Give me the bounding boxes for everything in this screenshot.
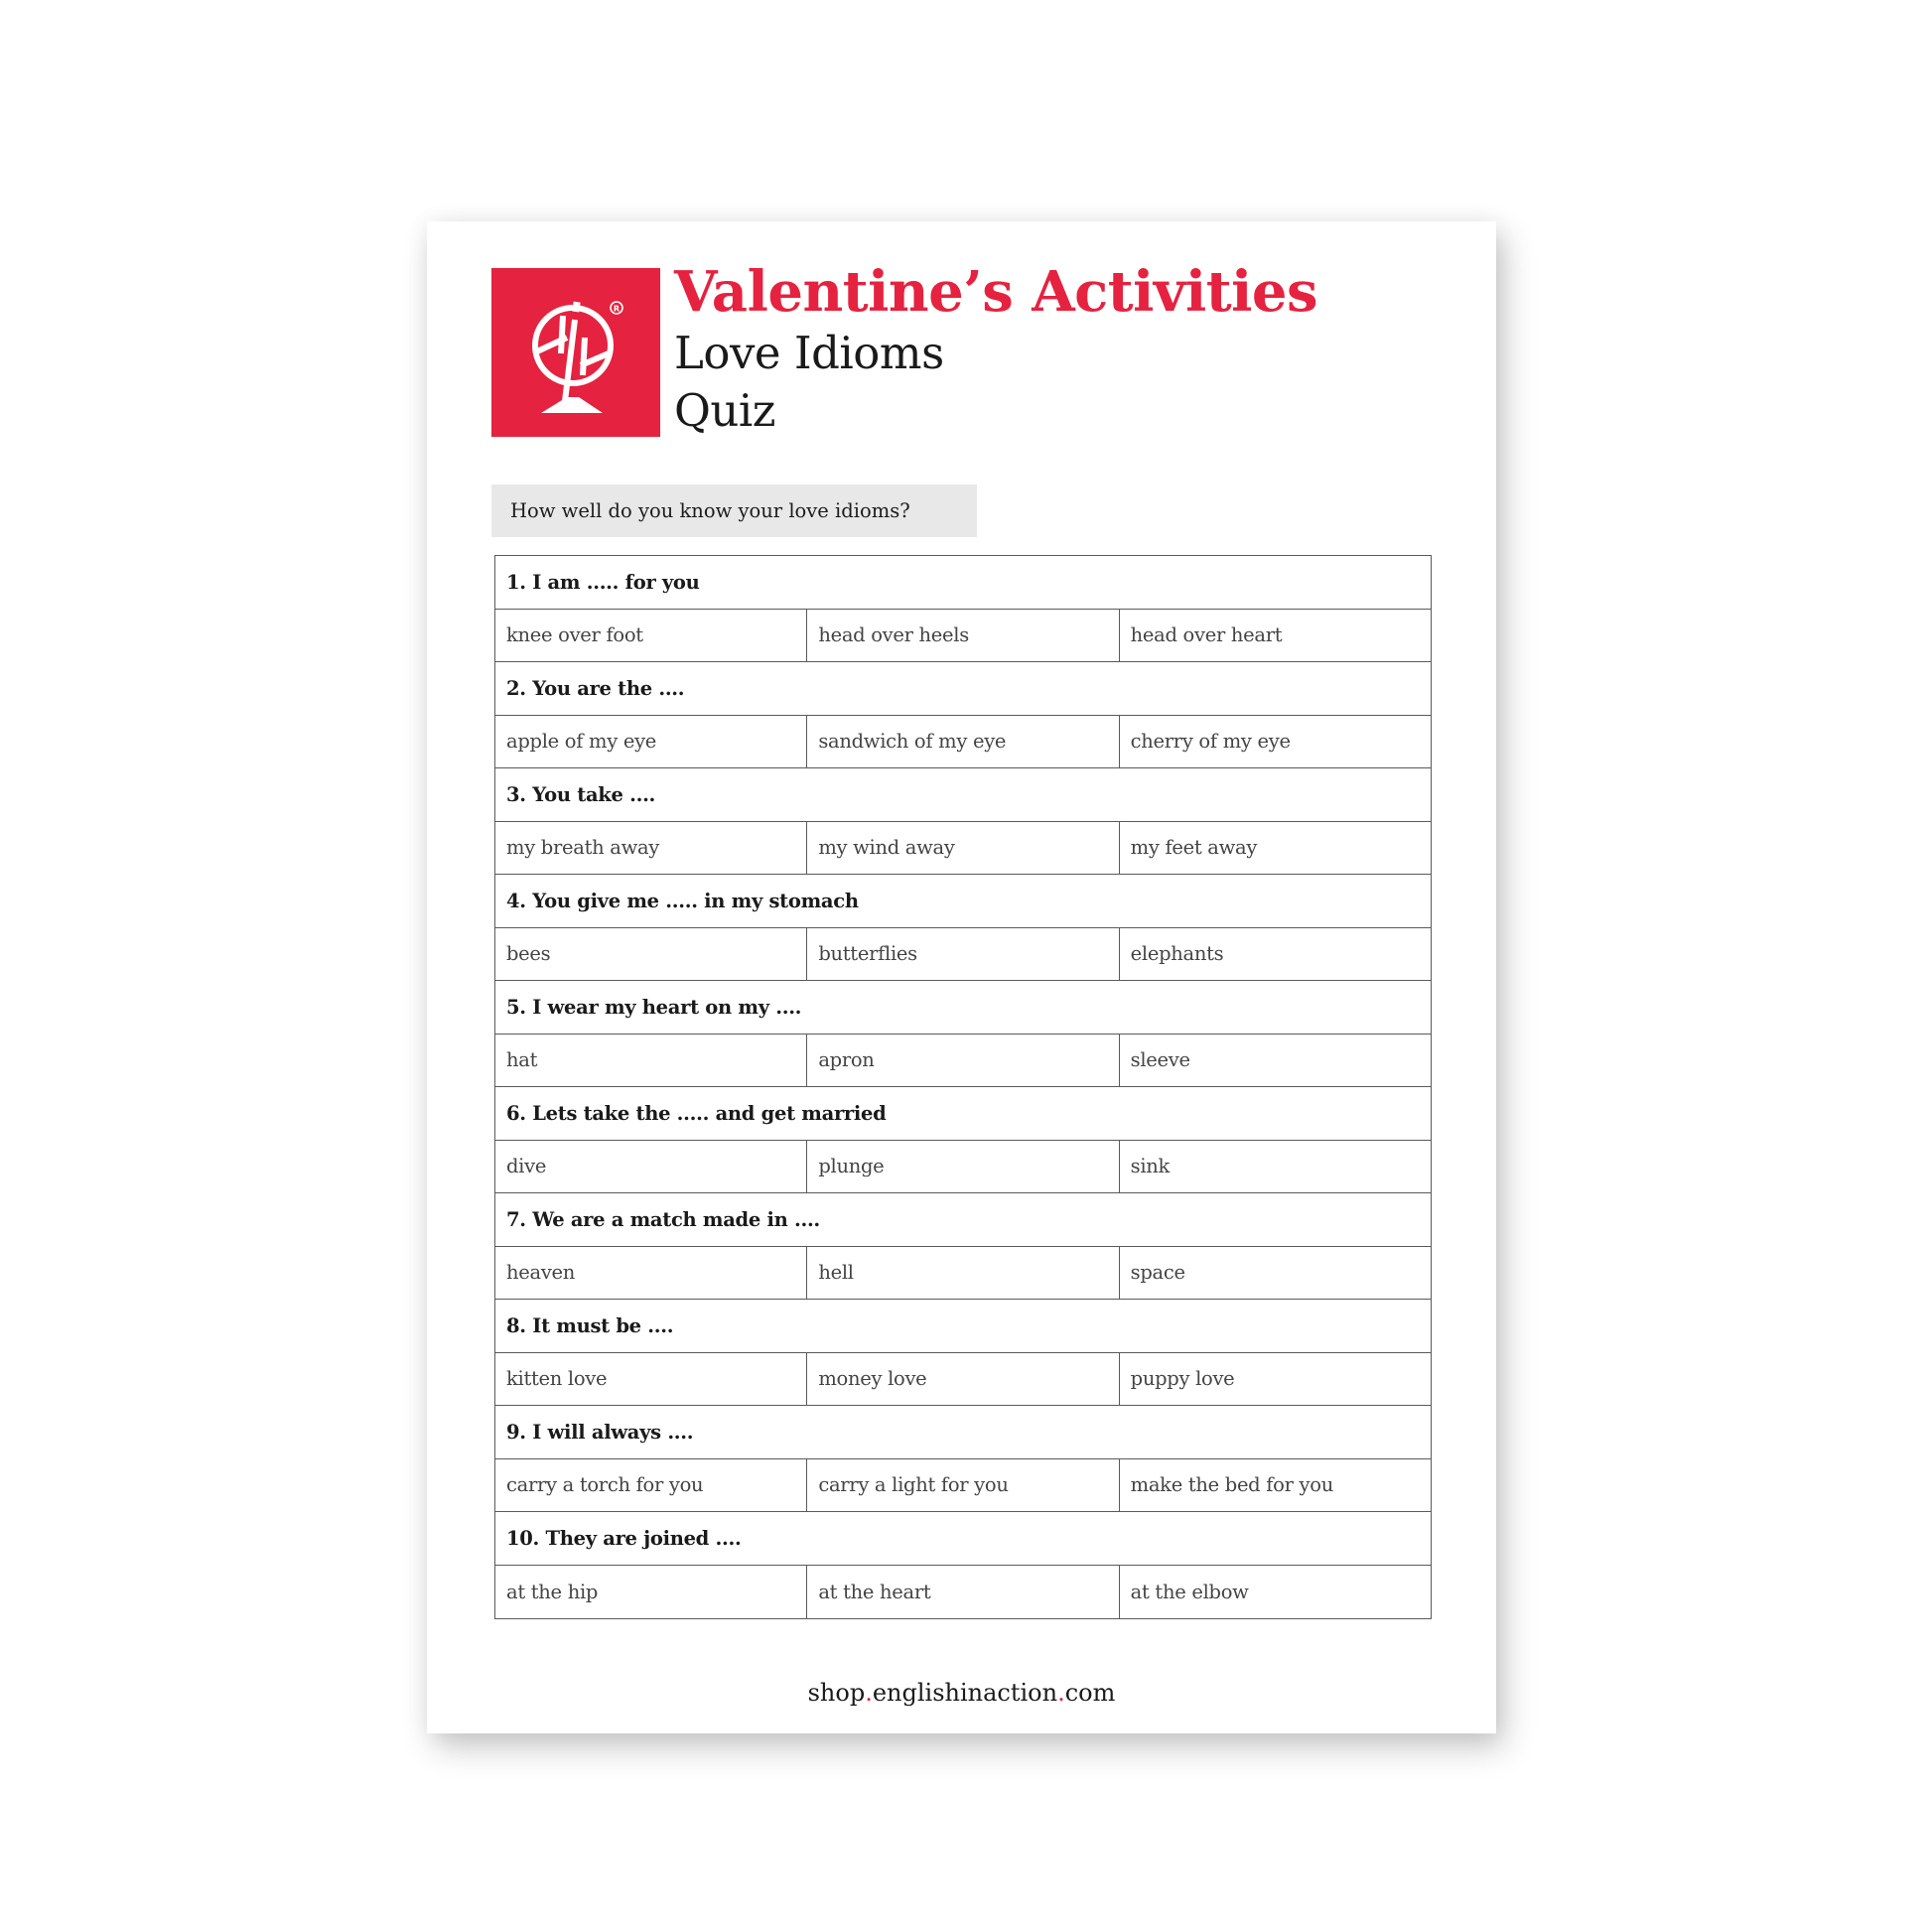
question-row — [495, 1406, 1431, 1459]
question-prompt: 5. I wear my heart on my .... — [506, 995, 802, 1019]
answer-option[interactable]: at the heart — [807, 1566, 1119, 1619]
answer-option[interactable]: apron — [807, 1035, 1119, 1087]
question-row — [495, 556, 1431, 610]
question-prompt: 1. I am ..... for you — [506, 570, 700, 594]
intro-banner — [491, 484, 977, 537]
options-row — [495, 822, 1431, 876]
page-subtitle-topic: Love Idioms — [674, 327, 944, 379]
footer-url-tld: com — [1064, 1679, 1116, 1707]
question-prompt: 2. You are the .... — [506, 676, 685, 700]
question-row — [495, 768, 1431, 822]
footer-url-dot: . — [865, 1679, 873, 1707]
footer-url-domain: englishinaction — [872, 1679, 1058, 1707]
question-prompt: 8. It must be .... — [506, 1313, 674, 1337]
options-row — [495, 1353, 1431, 1407]
question-row — [495, 662, 1431, 716]
answer-option[interactable]: at the elbow — [1130, 1580, 1249, 1603]
footer-url-subdomain: shop — [807, 1679, 866, 1707]
answer-option[interactable]: space — [1130, 1261, 1185, 1285]
answer-option[interactable]: my feet away — [1130, 836, 1258, 860]
answer-option[interactable]: hat — [495, 1035, 807, 1087]
answer-option[interactable]: plunge — [807, 1141, 1119, 1193]
question-row — [495, 1300, 1431, 1353]
question-prompt: 9. I will always .... — [506, 1420, 694, 1444]
answer-option[interactable]: carry a light for you — [807, 1459, 1119, 1512]
answer-option[interactable]: cherry of my eye — [1130, 730, 1291, 754]
question-row — [495, 1087, 1431, 1141]
options-row — [495, 1247, 1431, 1301]
answer-option[interactable]: sink — [1130, 1155, 1171, 1178]
page-title: Valentine’s Activities — [674, 259, 1318, 325]
worksheet-page — [427, 221, 1496, 1733]
intro-text: How well do you know your love idioms? — [510, 499, 910, 522]
answer-option[interactable]: puppy love — [1130, 1367, 1235, 1391]
answer-option[interactable]: hell — [807, 1247, 1119, 1300]
page-subtitle-type: Quiz — [674, 384, 775, 437]
question-row — [495, 1193, 1431, 1247]
question-prompt: 10. They are joined .... — [506, 1526, 742, 1550]
options-row — [495, 1459, 1431, 1513]
options-row — [495, 716, 1431, 769]
question-prompt: 3. You take .... — [506, 782, 656, 806]
svg-text:R: R — [613, 304, 621, 314]
question-prompt: 6. Lets take the ..... and get married — [506, 1101, 887, 1125]
quiz-table — [494, 555, 1432, 1619]
question-row — [495, 1512, 1431, 1566]
answer-option[interactable]: sandwich of my eye — [807, 716, 1119, 768]
options-row — [495, 1035, 1431, 1088]
answer-option[interactable]: apple of my eye — [495, 716, 807, 768]
question-row — [495, 981, 1431, 1035]
answer-option[interactable]: my breath away — [495, 822, 807, 875]
footer-url[interactable] — [427, 1679, 1496, 1707]
answer-option[interactable]: carry a torch for you — [495, 1459, 807, 1512]
answer-option[interactable]: knee over foot — [495, 610, 807, 662]
question-prompt: 7. We are a match made in .... — [506, 1207, 820, 1231]
brand-logo — [491, 268, 660, 437]
options-row — [495, 1566, 1431, 1619]
answer-option[interactable]: my wind away — [807, 822, 1119, 875]
options-row — [495, 928, 1431, 982]
header-titles — [674, 259, 1317, 440]
question-prompt: 4. You give me ..... in my stomach — [506, 889, 859, 912]
answer-option[interactable]: sleeve — [1130, 1048, 1190, 1072]
answer-option[interactable]: heaven — [495, 1247, 807, 1300]
answer-option[interactable]: make the bed for you — [1130, 1473, 1333, 1497]
answer-option[interactable]: bees — [495, 928, 807, 981]
answer-option[interactable]: head over heels — [807, 610, 1119, 662]
question-row — [495, 875, 1431, 928]
footer-url-dot: . — [1057, 1679, 1065, 1707]
options-row — [495, 610, 1431, 663]
options-row — [495, 1141, 1431, 1194]
answer-option[interactable]: elephants — [1130, 942, 1224, 966]
answer-option[interactable]: money love — [807, 1353, 1119, 1406]
answer-option[interactable]: head over heart — [1130, 623, 1283, 647]
answer-option[interactable]: kitten love — [495, 1353, 807, 1406]
answer-option[interactable]: butterflies — [807, 928, 1119, 981]
answer-option[interactable]: at the hip — [495, 1566, 807, 1619]
eia-globe-logo-icon — [491, 268, 660, 437]
answer-option[interactable]: dive — [495, 1141, 807, 1193]
